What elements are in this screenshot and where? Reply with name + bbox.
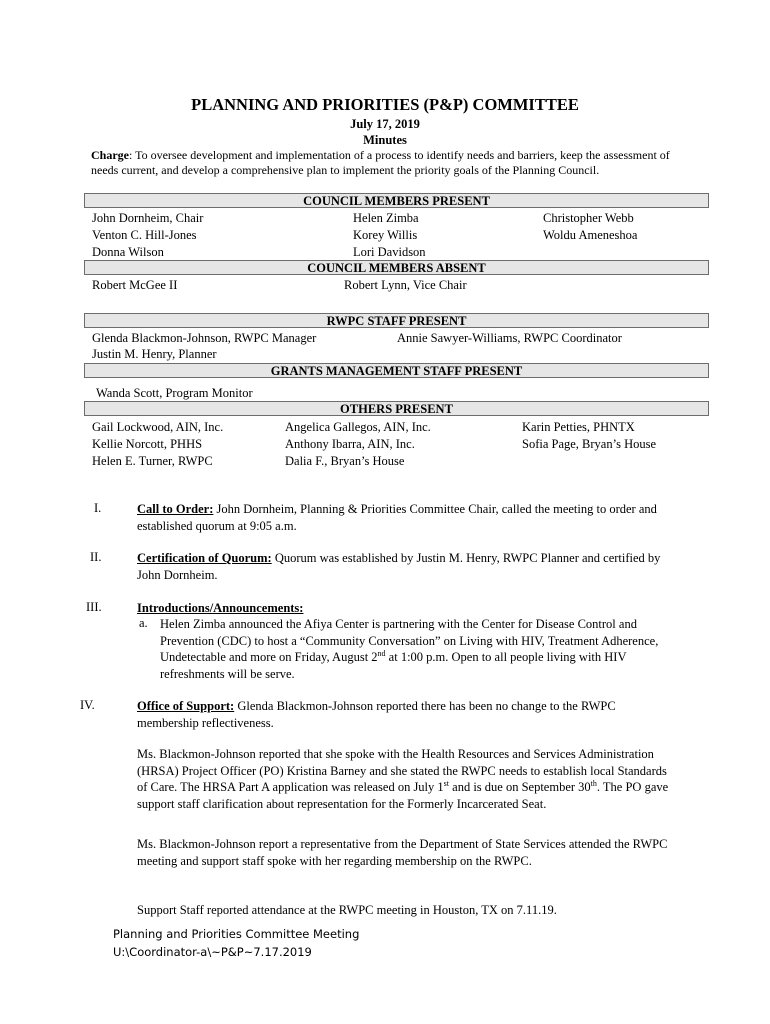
announcement-text: Helen Zimba announced the Afiya Center is partnering with the Center for Disease Control and Prevention (CDC) to host a “Community Conversation” on Living with HIV, Treatment Adherence, Undetectable and more on Friday, August 2nd at 1:00 p.m. Open to all people living with HIV refreshments will be serve. xyxy=(160,617,659,681)
attendee: Glenda Blackmon-Johnson, RWPC Manager xyxy=(92,331,317,345)
attendee: Anthony Ibarra, AIN, Inc. xyxy=(285,437,415,451)
footer-file-path: U:\Coordinator-a\~P&P~7.17.2019 xyxy=(113,945,312,959)
charge-text: : To oversee development and implementation of a process to identify needs and barriers, keep the assessment of needs current, and develop a comprehensive plan to implement the priority goals of the Planning Council. xyxy=(91,148,670,177)
attendee: John Dornheim, Chair xyxy=(92,211,204,225)
meeting-date: July 17, 2019 xyxy=(350,117,420,131)
agenda-numeral: I. xyxy=(94,501,102,515)
attendee: Angelica Gallegos, AIN, Inc. xyxy=(285,420,431,434)
sub-item-marker: a. xyxy=(139,616,148,630)
attendee: Helen Zimba xyxy=(353,211,419,225)
support-paragraph-hrsa: Ms. Blackmon-Johnson reported that she spoke with the Health Resources and Services Administration (HRSA) Project Officer (PO) Kristina Barney and she stated the RWPC needs to establish local Standards of Care. The HRSA Part A application was released on July 1st and is due on September 30th. The PO gave support staff clarification about representation for the Formerly Incarcerated Seat. xyxy=(137,747,669,811)
agenda-heading: Introductions/Announcements: xyxy=(137,601,304,615)
attendee: Christopher Webb xyxy=(543,211,634,225)
members-absent-heading: COUNCIL MEMBERS ABSENT xyxy=(84,260,709,275)
agenda-item-office-of-support xyxy=(137,698,677,731)
agenda-text: John Dornheim, Planning & Priorities Committee Chair, called the meeting to order and established quorum at 9:05 a.m. xyxy=(137,502,657,533)
attendee: Donna Wilson xyxy=(92,245,164,259)
attendee: Helen E. Turner, RWPC xyxy=(92,454,213,468)
charge-paragraph xyxy=(91,148,676,178)
footer-meeting-name: Planning and Priorities Committee Meeting xyxy=(113,927,360,941)
attendee: Karin Petties, PHNTX xyxy=(522,420,635,434)
support-paragraph-attendance: Support Staff reported attendance at the RWPC meeting in Houston, TX on 7.11.19. xyxy=(137,903,557,917)
attendee: Wanda Scott, Program Monitor xyxy=(96,386,253,400)
agenda-heading: Call to Order: xyxy=(137,502,214,516)
attendee: Gail Lockwood, AIN, Inc. xyxy=(92,420,224,434)
staff-present-heading: RWPC STAFF PRESENT xyxy=(84,313,709,328)
agenda-numeral: II. xyxy=(90,550,102,564)
agenda-text: Glenda Blackmon-Johnson reported there has been no change to the RWPC membership reflectiveness. xyxy=(137,699,616,730)
agenda-numeral: IV. xyxy=(80,698,95,712)
document-subtitle: Minutes xyxy=(363,133,407,147)
attendee: Justin M. Henry, Planner xyxy=(92,347,217,361)
attendee: Lori Davidson xyxy=(353,245,426,259)
agenda-item-quorum xyxy=(137,550,677,583)
agenda-item-call-to-order xyxy=(137,501,677,534)
support-paragraph-state-services: Ms. Blackmon-Johnson report a representative from the Department of State Services attended the RWPC meeting and support staff spoke with her regarding membership on the RWPC. xyxy=(137,837,668,868)
members-present-heading: COUNCIL MEMBERS PRESENT xyxy=(84,193,709,208)
document-title: PLANNING AND PRIORITIES (P&P) COMMITTEE xyxy=(191,95,579,114)
agenda-numeral: III. xyxy=(86,600,102,614)
attendee: Venton C. Hill-Jones xyxy=(92,228,197,242)
attendee: Woldu Ameneshoa xyxy=(543,228,638,242)
grants-staff-heading: GRANTS MANAGEMENT STAFF PRESENT xyxy=(84,363,709,378)
others-present-heading: OTHERS PRESENT xyxy=(84,401,709,416)
attendee: Sofia Page, Bryan’s House xyxy=(522,437,657,451)
attendee: Robert McGee II xyxy=(92,278,178,292)
attendee: Annie Sawyer-Williams, RWPC Coordinator xyxy=(397,331,622,345)
attendee: Kellie Norcott, PHHS xyxy=(92,437,203,451)
agenda-item-introductions xyxy=(137,600,677,617)
attendee: Robert Lynn, Vice Chair xyxy=(344,278,467,292)
attendee: Korey Willis xyxy=(353,228,418,242)
agenda-text: Quorum was established by Justin M. Henry, RWPC Planner and certified by John Dornheim. xyxy=(137,551,661,582)
attendee: Dalia F., Bryan’s House xyxy=(285,454,405,468)
charge-label: Charge xyxy=(91,148,129,162)
agenda-heading: Certification of Quorum: xyxy=(137,551,272,565)
agenda-heading: Office of Support: xyxy=(137,699,235,713)
